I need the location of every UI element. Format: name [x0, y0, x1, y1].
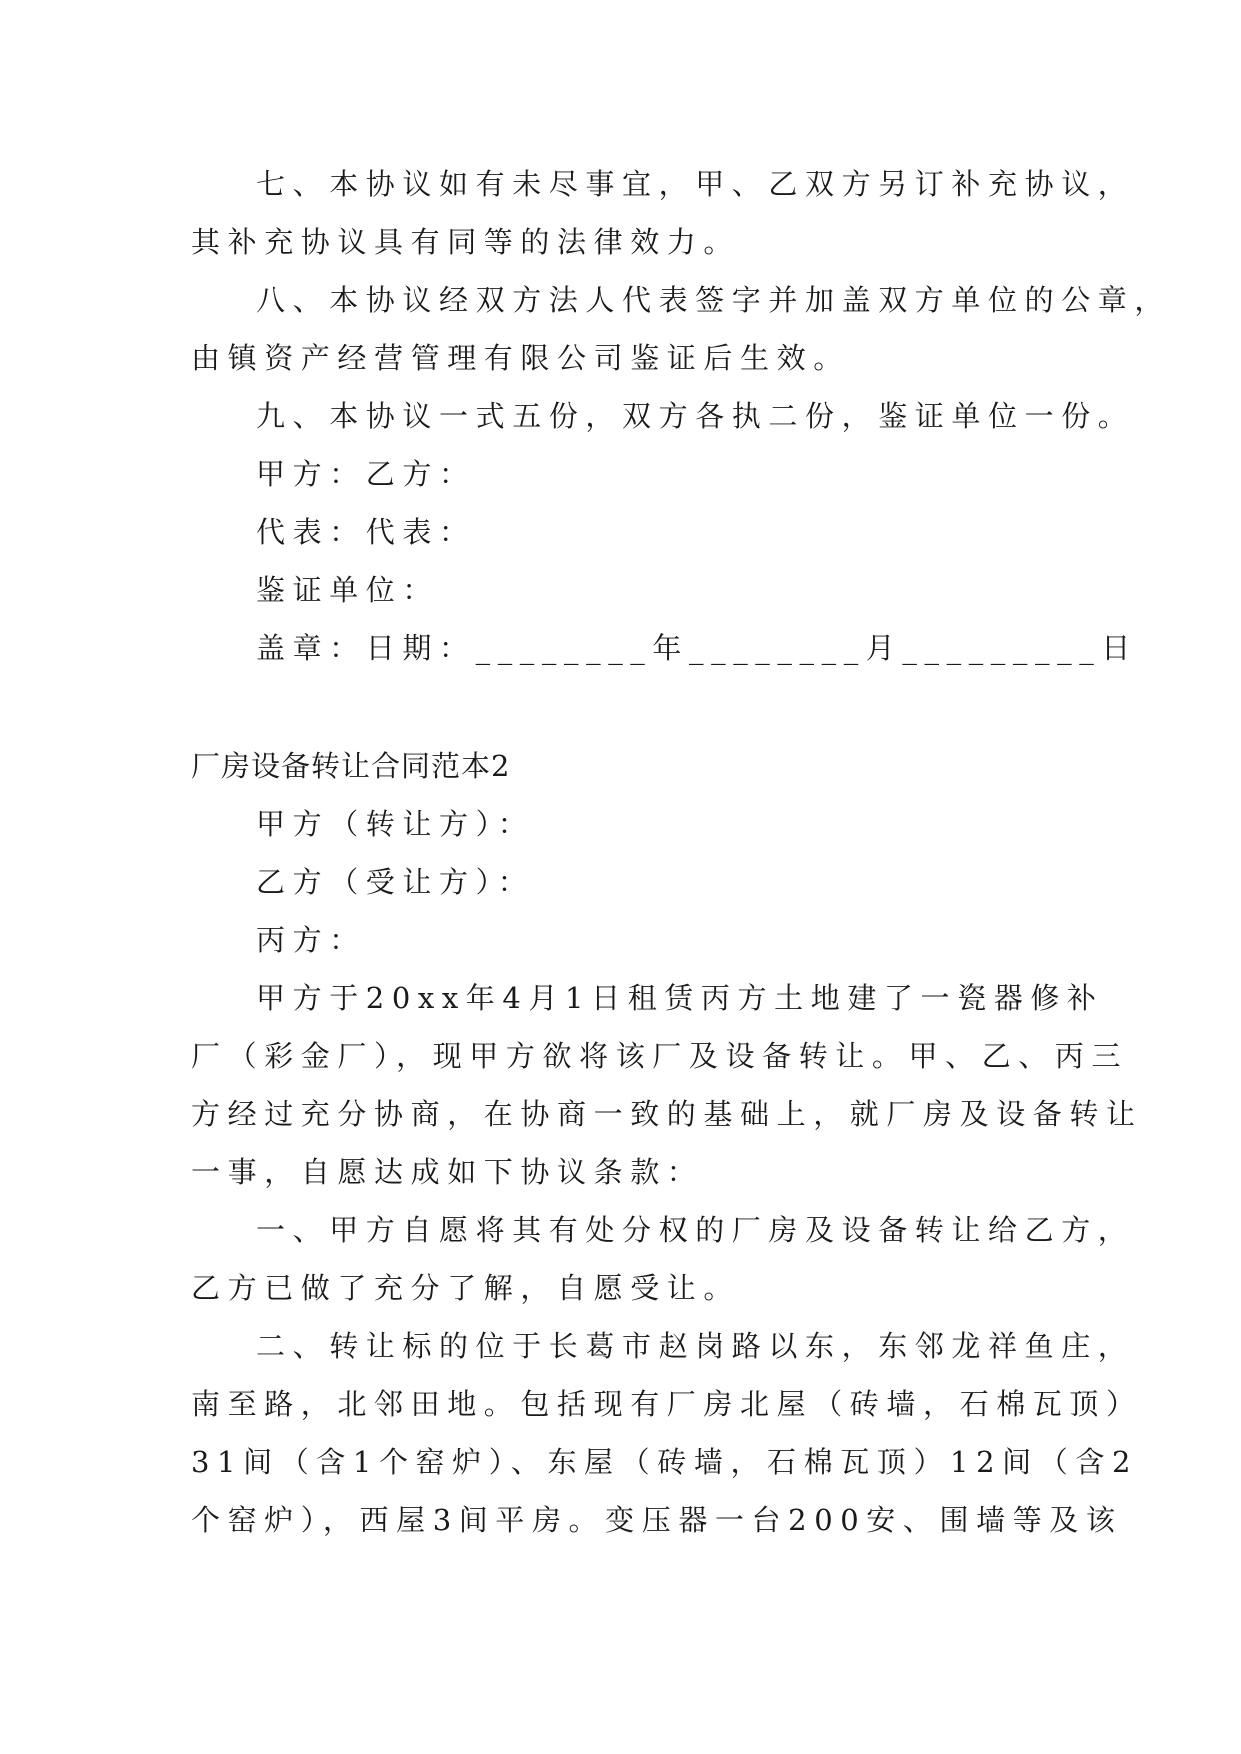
article-1-line-2: 乙方已做了充分了解，自愿受让。 — [191, 1271, 741, 1305]
clause-8-line-2: 由镇资产经营管理有限公司鉴证后生效。 — [191, 341, 850, 375]
party-a-line: 甲方（转让方）： — [256, 807, 535, 841]
section-title: 厂房设备转让合同范本2 — [191, 749, 511, 783]
article-2-line-2: 南至路，北邻田地。包括现有厂房北屋（砖墙，石棉瓦顶） — [191, 1387, 1143, 1421]
clause-7-line-2: 其补充协议具有同等的法律效力。 — [191, 225, 741, 259]
party-c-line: 丙方： — [256, 923, 366, 957]
article-2-line-1: 二、转让标的位于长葛市赵岗路以东，东邻龙祥鱼庄， — [256, 1329, 1135, 1363]
article-2-line-4: 个窑炉），西屋3间平房。变压器一台200安、围墙等及该 — [191, 1503, 1123, 1537]
preamble-line-2: 厂（彩金厂），现甲方欲将该厂及设备转让。甲、乙、丙三 — [191, 1039, 1129, 1073]
clause-7-line-1: 七、本协议如有未尽事宜，甲、乙双方另订补充协议， — [256, 167, 1135, 201]
preamble-line-1: 甲方于20xx年4月1日租赁丙方土地建了一瓷器修补 — [256, 981, 1104, 1015]
certifying-unit: 鉴证单位： — [256, 573, 440, 607]
clause-9-line: 九、本协议一式五份，双方各执二份，鉴证单位一份。 — [256, 399, 1135, 433]
party-a-b-signature: 甲方：乙方： — [256, 457, 476, 491]
preamble-line-4: 一事，自愿达成如下协议条款： — [191, 1155, 704, 1189]
representative-signature: 代表：代表： — [256, 515, 476, 549]
article-1-line-1: 一、甲方自愿将其有处分权的厂房及设备转让给乙方， — [256, 1213, 1135, 1247]
article-2-line-3: 31间（含1个窑炉）、东屋（砖墙，石棉瓦顶）12间（含2 — [191, 1445, 1139, 1479]
party-b-line: 乙方（受让方）： — [256, 865, 535, 899]
preamble-line-3: 方经过充分协商，在协商一致的基础上，就厂房及设备转让 — [191, 1097, 1143, 1131]
clause-8-line-1: 八、本协议经双方法人代表签字并加盖双方单位的公章， — [256, 283, 1172, 317]
seal-date-line: 盖章：日期：________年________月_________日 — [256, 631, 1138, 665]
